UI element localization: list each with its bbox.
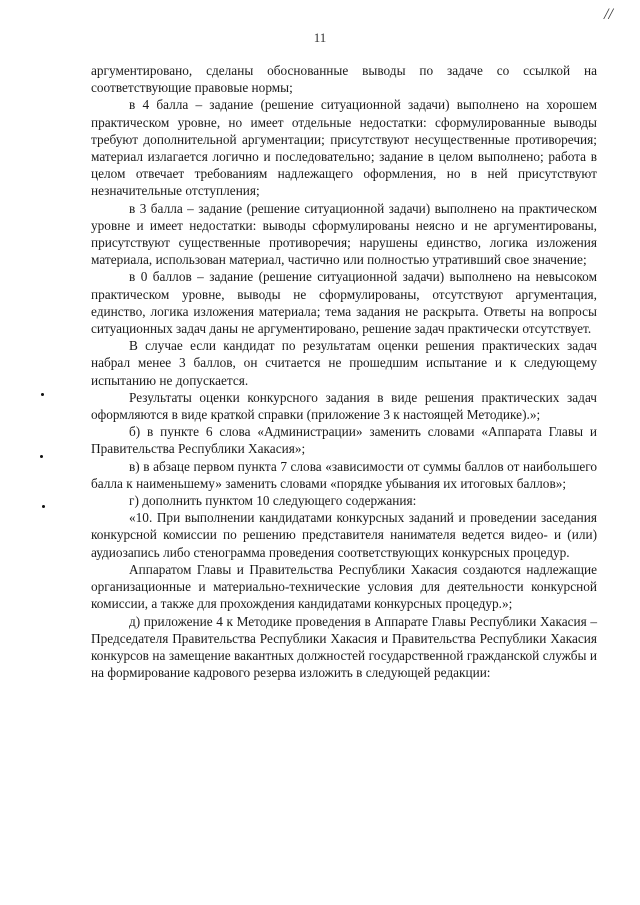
paragraph-point-10: «10. При выполнении кандидатами конкурсных заданий и проведении заседания конкурсной комиссии по решению представителя нанимателя ведется видео- и (или) аудиозапись либо стенограмма проведения соответствующих конкурсных процедур. (91, 510, 597, 560)
paragraph-score-4: в 4 балла – задание (решение ситуационной задачи) выполнено на хорошем практическом уровне, но имеет отдельные недостатки: сформулированные выводы требуют дополнительной аргументации; присутствуют несущественные противоречия; материал излагается логично и последовательно; задание в целом выполнено; работа в целом отвечает требованиям надлежащего оформления, но в ней присутствуют незначительные отступления; (91, 97, 597, 199)
paragraph-item-g: г) дополнить пунктом 10 следующего содержания: (129, 493, 417, 509)
margin-dot (40, 455, 43, 458)
handwritten-page-mark: // (604, 6, 613, 23)
paragraph-item-b: б) в пункте 6 слова «Администрации» заменить словами «Аппарата Главы и Правительства Республики Хакасия»; (91, 424, 597, 457)
paragraph-conditions: Аппаратом Главы и Правительства Республики Хакасия создаются надлежащие организационные и материально-технические условия для деятельности конкурсной комиссии, а также для прохождения кандидатами конкурсных процедур.»; (91, 561, 597, 612)
page-number: 11 (313, 30, 327, 45)
paragraph-score-3: в 3 балла – задание (решение ситуационной задачи) выполнено на практическом уровне и имеет недостатки: выводы сформулированы неясно и не аргументированы, присутствуют существенные противоречия; нарушены единство, логика изложения материала, использован материал, частично или полностью утративший свое значение; (91, 200, 597, 268)
document-body (91, 62, 597, 681)
paragraph-threshold: В случае если кандидат по результатам оценки решения практических задач набрал менее 3 баллов, он считается не прошедшим испытание и к следующему испытанию не допускается. (91, 338, 597, 388)
margin-dot (42, 505, 45, 508)
margin-dot (41, 393, 44, 396)
paragraph-continuation: аргументировано, сделаны обоснованные выводы по задаче со ссылкой на соответствующие правовые нормы; (91, 63, 597, 96)
paragraph-item-d: д) приложение 4 к Методике проведения в Аппарате Главы Республики Хакасия – Председателя Правительства Республики Хакасия и Правительства Республики Хакасия конкурсов на замещение вакантных должностей государственной гражданской службы и на формирование кадрового резерва изложить в следующей редакции: (91, 613, 597, 681)
paragraph-score-0: в 0 баллов – задание (решение ситуационной задачи) выполнено на невысоком практическом уровне, выводы не сформулированы, отсутствуют аргументация, единство, логика изложения материала; тема задания не раскрыта. Ответы на вопросы ситуационных задач даны не аргументировано, решение задач практически отсутствует. (91, 269, 597, 337)
paragraph-item-v: в) в абзаце первом пункта 7 слова «зависимости от суммы баллов от наибольшего балла к наименьшему» заменить словами «порядке убывания их итоговых баллов»; (91, 458, 597, 491)
paragraph-results: Результаты оценки конкурсного задания в виде решения практических задач оформляются в виде краткой справки (приложение 3 к настоящей Методике).»; (91, 389, 597, 423)
